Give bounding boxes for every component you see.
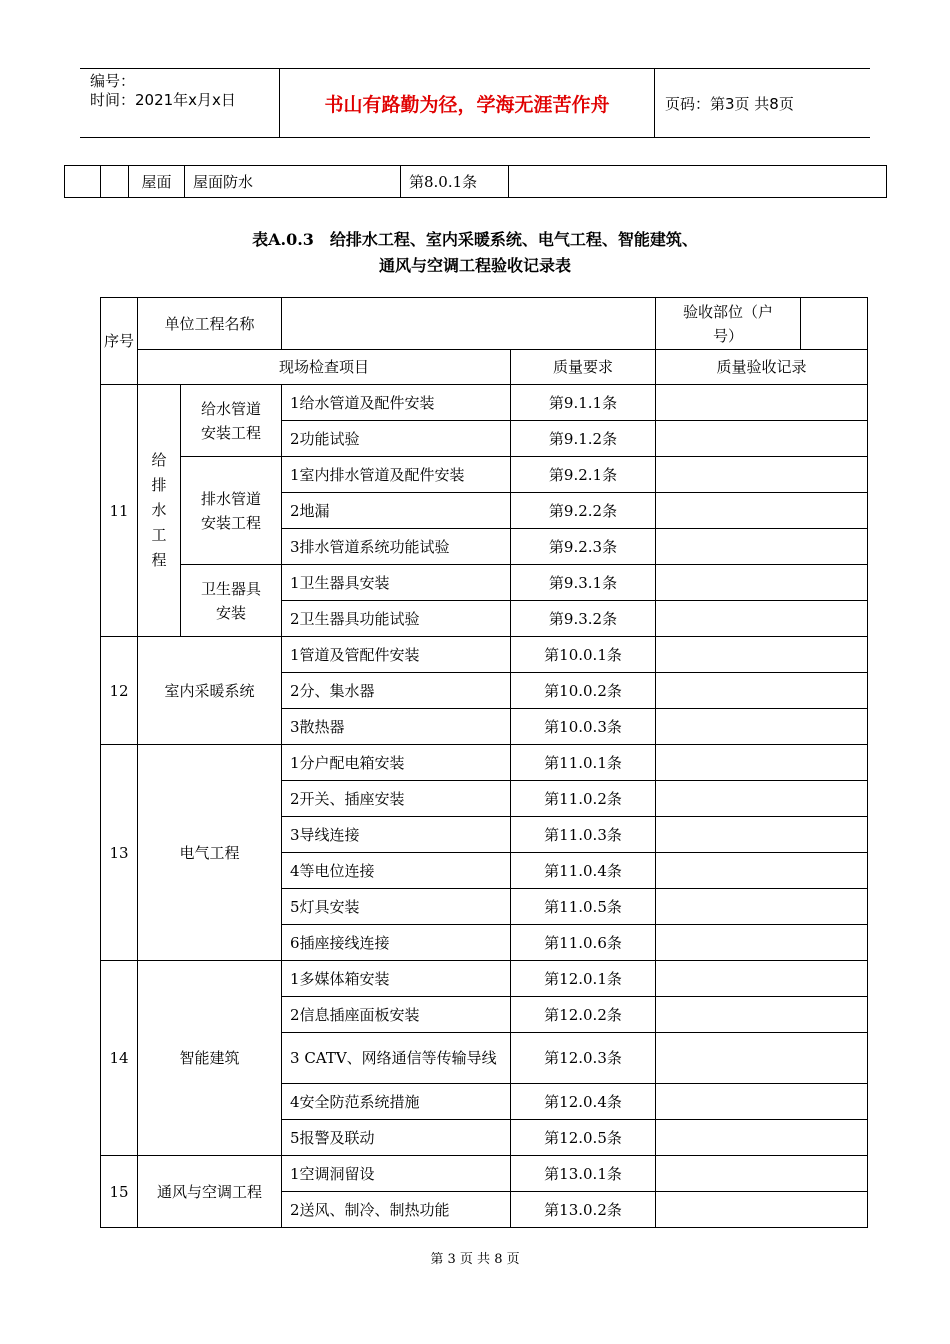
item-name: 3导线连接: [282, 817, 511, 853]
page-footer: 第 3 页 共 8 页: [430, 1252, 520, 1267]
item-requirement: 第10.0.2条: [511, 673, 656, 709]
item-requirement: 第10.0.1条: [511, 637, 656, 673]
item-requirement: 第12.0.3条: [511, 1033, 656, 1084]
table-row: [101, 961, 868, 997]
group-number: 12: [101, 637, 138, 745]
table-row: [101, 350, 868, 385]
quality-req-header: 质量要求: [511, 350, 656, 385]
acceptance-part-value[interactable]: [801, 298, 868, 350]
record-cell[interactable]: [656, 421, 868, 457]
item-requirement: 第13.0.2条: [511, 1192, 656, 1228]
record-cell[interactable]: [656, 637, 868, 673]
quality-record-header: 质量验收记录: [656, 350, 868, 385]
item-requirement: 第12.0.1条: [511, 961, 656, 997]
item-name: 1空调洞留设: [282, 1156, 511, 1192]
item-name: 2开关、插座安装: [282, 781, 511, 817]
item-requirement: 第12.0.2条: [511, 997, 656, 1033]
group-category: 电气工程: [138, 745, 282, 961]
group-category: 给排水工程: [138, 385, 181, 637]
record-cell[interactable]: [656, 889, 868, 925]
table-row: [101, 637, 868, 673]
item-requirement: 第10.0.3条: [511, 709, 656, 745]
table-row: [101, 298, 868, 350]
item-name: 4等电位连接: [282, 853, 511, 889]
record-cell[interactable]: [656, 493, 868, 529]
item-name: 4安全防范系统措施: [282, 1084, 511, 1120]
item-name: 1多媒体箱安装: [282, 961, 511, 997]
item-requirement: 第9.1.1条: [511, 385, 656, 421]
table-row: [101, 1156, 868, 1192]
sub-category: 给水管道安装工程: [181, 385, 282, 457]
acceptance-part-label: 验收部位（户号）: [656, 298, 801, 350]
table-cell: 屋面防水: [185, 166, 401, 198]
item-name: 3排水管道系统功能试验: [282, 529, 511, 565]
item-requirement: 第9.2.3条: [511, 529, 656, 565]
record-cell[interactable]: [656, 1156, 868, 1192]
item-name: 1给水管道及配件安装: [282, 385, 511, 421]
item-requirement: 第9.3.2条: [511, 601, 656, 637]
record-cell[interactable]: [656, 781, 868, 817]
table-cell: 第8.0.1条: [401, 166, 509, 198]
item-requirement: 第12.0.5条: [511, 1120, 656, 1156]
item-name: 1室内排水管道及配件安装: [282, 457, 511, 493]
record-cell[interactable]: [656, 961, 868, 997]
table-row: [101, 745, 868, 781]
inspect-item-header: 现场检查项目: [138, 350, 511, 385]
item-requirement: 第9.2.1条: [511, 457, 656, 493]
group-number: 13: [101, 745, 138, 961]
item-name: 1卫生器具安装: [282, 565, 511, 601]
item-requirement: 第9.3.1条: [511, 565, 656, 601]
item-name: 2卫生器具功能试验: [282, 601, 511, 637]
group-category: 智能建筑: [138, 961, 282, 1156]
record-cell[interactable]: [656, 385, 868, 421]
sub-category: 卫生器具安装: [181, 565, 282, 637]
table-row: [101, 457, 868, 493]
record-cell[interactable]: [656, 925, 868, 961]
record-cell[interactable]: [656, 1033, 868, 1084]
date-label: 时间：2021年x月x日: [90, 91, 236, 109]
table-row: [101, 385, 868, 421]
item-requirement: 第11.0.6条: [511, 925, 656, 961]
record-cell[interactable]: [656, 565, 868, 601]
top-continuation-table: [64, 165, 887, 198]
item-requirement: 第11.0.4条: [511, 853, 656, 889]
item-name: 6插座接线连接: [282, 925, 511, 961]
table-cell: 屋面: [129, 166, 185, 198]
record-cell[interactable]: [656, 1084, 868, 1120]
group-number: 11: [101, 385, 138, 637]
table-title-line2: 通风与空调工程验收记录表: [378, 256, 571, 275]
item-name: 2信息插座面板安装: [282, 997, 511, 1033]
item-name: 2分、集水器: [282, 673, 511, 709]
item-requirement: 第9.1.2条: [511, 421, 656, 457]
record-cell[interactable]: [656, 997, 868, 1033]
record-cell[interactable]: [656, 1192, 868, 1228]
item-name: 3散热器: [282, 709, 511, 745]
unit-name-label: 单位工程名称: [138, 298, 282, 350]
item-name: 2功能试验: [282, 421, 511, 457]
record-cell[interactable]: [656, 457, 868, 493]
item-requirement: 第9.2.2条: [511, 493, 656, 529]
acceptance-record-table: [100, 297, 868, 1228]
item-requirement: 第12.0.4条: [511, 1084, 656, 1120]
item-name: 2地漏: [282, 493, 511, 529]
seq-header: 序号: [101, 298, 138, 385]
record-cell[interactable]: [656, 817, 868, 853]
page-header: [80, 68, 870, 138]
record-cell[interactable]: [656, 1120, 868, 1156]
table-cell: [101, 166, 129, 198]
item-requirement: 第11.0.2条: [511, 781, 656, 817]
unit-name-value[interactable]: [282, 298, 656, 350]
record-cell[interactable]: [656, 709, 868, 745]
item-requirement: 第13.0.1条: [511, 1156, 656, 1192]
record-cell[interactable]: [656, 673, 868, 709]
header-left: [80, 69, 280, 137]
table-cell: [509, 166, 887, 198]
item-name: 5报警及联动: [282, 1120, 511, 1156]
item-requirement: 第11.0.5条: [511, 889, 656, 925]
group-number: 15: [101, 1156, 138, 1228]
table-row: [101, 565, 868, 601]
table-title-line1: 表A.0.3 给排水工程、室内采暖系统、电气工程、智能建筑、: [252, 230, 698, 249]
item-requirement: 第11.0.3条: [511, 817, 656, 853]
group-number: 14: [101, 961, 138, 1156]
item-requirement: 第11.0.1条: [511, 745, 656, 781]
item-name: 2送风、制冷、制热功能: [282, 1192, 511, 1228]
record-cell[interactable]: [656, 745, 868, 781]
item-name: 1分户配电箱安装: [282, 745, 511, 781]
record-cell[interactable]: [656, 601, 868, 637]
sub-category: 排水管道安装工程: [181, 457, 282, 565]
page-label: 页码：第3页 共8页: [665, 94, 794, 113]
table-cell: [65, 166, 101, 198]
number-label: 编号：: [90, 72, 136, 90]
group-category: 通风与空调工程: [138, 1156, 282, 1228]
item-name: 5灯具安装: [282, 889, 511, 925]
group-category: 室内采暖系统: [138, 637, 282, 745]
item-name: 1管道及管配件安装: [282, 637, 511, 673]
record-cell[interactable]: [656, 853, 868, 889]
record-cell[interactable]: [656, 529, 868, 565]
motto: 书山有路勤为径，学海无涯苦作舟: [280, 69, 655, 137]
table-row: [65, 166, 887, 198]
item-name: 3 CATV、网络通信等传输导线: [282, 1033, 511, 1084]
